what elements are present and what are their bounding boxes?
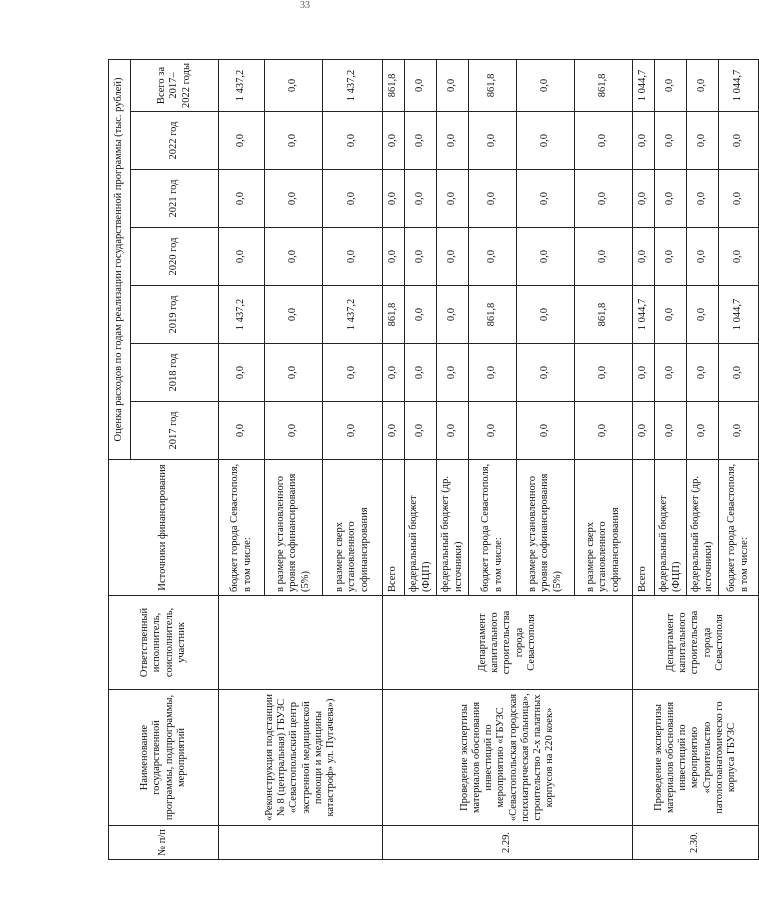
total-cell: 861,8 bbox=[469, 59, 517, 111]
year-value-cell: 0,0 bbox=[719, 344, 759, 402]
year-value-cell: 0,0 bbox=[687, 228, 719, 286]
year-value-cell: 0,0 bbox=[437, 228, 469, 286]
total-cell: 0,0 bbox=[265, 59, 323, 111]
funding-source: федеральный бюджет (ФЦП) bbox=[405, 460, 437, 596]
year-value-cell: 0,0 bbox=[655, 170, 687, 228]
header-year-2021: 2021 год bbox=[131, 170, 219, 228]
row-number: 2.29. bbox=[383, 826, 633, 860]
year-value-cell: 0,0 bbox=[633, 402, 655, 460]
year-value-cell: 0,0 bbox=[655, 112, 687, 170]
year-value-cell: 0,0 bbox=[405, 112, 437, 170]
funding-source: бюджет города Севастополя, в том числе: bbox=[219, 460, 265, 596]
year-value-cell: 0,0 bbox=[405, 402, 437, 460]
year-value-cell: 0,0 bbox=[437, 112, 469, 170]
year-value-cell: 0,0 bbox=[265, 112, 323, 170]
funding-source: Всего bbox=[633, 460, 655, 596]
header-total: Всего за 2017–2022 годы bbox=[131, 59, 219, 111]
year-value-cell: 0,0 bbox=[405, 170, 437, 228]
year-value-cell: 0,0 bbox=[265, 402, 323, 460]
funding-source: Всего bbox=[383, 460, 405, 596]
year-value-cell: 0,0 bbox=[517, 402, 575, 460]
year-value-cell: 0,0 bbox=[575, 344, 633, 402]
funding-source: в размере сверх установленного софинансирования bbox=[323, 460, 383, 596]
header-year-2019: 2019 год bbox=[131, 286, 219, 344]
year-value-cell: 0,0 bbox=[323, 228, 383, 286]
funding-source: бюджет города Севастополя, в том числе: bbox=[469, 460, 517, 596]
header-estimate: Оценка расходов по годам реализации государственной программы (тыс. рублей) bbox=[109, 59, 131, 459]
total-cell: 0,0 bbox=[405, 59, 437, 111]
year-value-cell: 0,0 bbox=[517, 112, 575, 170]
budget-table bbox=[108, 59, 759, 860]
funding-source: в размере сверх установленного софинансирования bbox=[575, 460, 633, 596]
year-value-cell: 0,0 bbox=[687, 170, 719, 228]
responsible-executor: Департамент капитального строительства города Севастополя bbox=[633, 596, 759, 690]
year-value-cell: 0,0 bbox=[517, 344, 575, 402]
total-cell: 0,0 bbox=[687, 59, 719, 111]
table-body bbox=[219, 59, 759, 859]
year-value-cell: 0,0 bbox=[719, 402, 759, 460]
year-value-cell: 0,0 bbox=[517, 228, 575, 286]
measure-name: Проведение экспертизы материалов обоснования инвестиций по мероприятию «Строительство патологоанатомическо го корпуса ГБУЗС bbox=[633, 690, 759, 826]
table-row bbox=[383, 59, 405, 859]
year-value-cell: 0,0 bbox=[383, 402, 405, 460]
header-sources: Источники финансирования bbox=[109, 460, 219, 596]
year-value-cell: 0,0 bbox=[219, 170, 265, 228]
year-value-cell: 0,0 bbox=[687, 286, 719, 344]
rotated-table-container bbox=[108, 60, 750, 860]
total-cell: 1 044,7 bbox=[633, 59, 655, 111]
year-value-cell: 0,0 bbox=[719, 228, 759, 286]
responsible-executor: Департамент капитального строительства города Севастополя bbox=[383, 596, 633, 690]
year-value-cell: 0,0 bbox=[405, 286, 437, 344]
year-value-cell: 0,0 bbox=[383, 228, 405, 286]
year-value-cell: 0,0 bbox=[437, 344, 469, 402]
year-value-cell: 0,0 bbox=[655, 228, 687, 286]
year-value-cell: 0,0 bbox=[265, 286, 323, 344]
year-value-cell: 1 437,2 bbox=[219, 286, 265, 344]
funding-source: федеральный бюджет (др. источники) bbox=[437, 460, 469, 596]
year-value-cell: 861,8 bbox=[469, 286, 517, 344]
year-value-cell: 0,0 bbox=[633, 344, 655, 402]
measure-name: Проведение экспертизы материалов обоснования инвестиций по мероприятию «ГБУЗС «Севастопольская городская психиатрическая больница», строительство 2-х палатных корпусов на 220 коек» bbox=[383, 690, 633, 826]
year-value-cell: 0,0 bbox=[323, 112, 383, 170]
total-cell: 0,0 bbox=[517, 59, 575, 111]
year-value-cell: 0,0 bbox=[469, 112, 517, 170]
year-value-cell: 0,0 bbox=[219, 112, 265, 170]
header-responsible: Ответственный исполнитель, соисполнитель, участник bbox=[109, 596, 219, 690]
year-value-cell: 0,0 bbox=[469, 170, 517, 228]
year-value-cell: 0,0 bbox=[655, 344, 687, 402]
header-year-2022: 2022 год bbox=[131, 112, 219, 170]
year-value-cell: 0,0 bbox=[219, 402, 265, 460]
total-cell: 1 437,2 bbox=[219, 59, 265, 111]
year-value-cell: 0,0 bbox=[719, 170, 759, 228]
year-value-cell: 0,0 bbox=[219, 228, 265, 286]
year-value-cell: 0,0 bbox=[687, 402, 719, 460]
total-cell: 861,8 bbox=[575, 59, 633, 111]
responsible-executor bbox=[219, 596, 383, 690]
year-value-cell: 0,0 bbox=[323, 170, 383, 228]
funding-source: федеральный бюджет (ФЦП) bbox=[655, 460, 687, 596]
year-value-cell: 0,0 bbox=[633, 228, 655, 286]
year-value-cell: 0,0 bbox=[687, 112, 719, 170]
header-name: Наименование государственной программы, подпрограммы, мероприятий bbox=[109, 690, 219, 826]
year-value-cell: 0,0 bbox=[517, 286, 575, 344]
total-cell: 0,0 bbox=[655, 59, 687, 111]
total-cell: 1 437,2 bbox=[323, 59, 383, 111]
funding-source: федеральный бюджет (др. источники) bbox=[687, 460, 719, 596]
funding-source: в размере установленного уровня софинансирования (5%) bbox=[265, 460, 323, 596]
year-value-cell: 861,8 bbox=[575, 286, 633, 344]
row-number bbox=[219, 826, 383, 860]
year-value-cell: 0,0 bbox=[383, 112, 405, 170]
year-value-cell: 0,0 bbox=[575, 228, 633, 286]
year-value-cell: 0,0 bbox=[655, 286, 687, 344]
header-year-2017: 2017 год bbox=[131, 402, 219, 460]
header-year-2020: 2020 год bbox=[131, 228, 219, 286]
year-value-cell: 0,0 bbox=[469, 402, 517, 460]
year-value-cell: 0,0 bbox=[405, 344, 437, 402]
year-value-cell: 861,8 bbox=[383, 286, 405, 344]
total-cell: 861,8 bbox=[383, 59, 405, 111]
year-value-cell: 0,0 bbox=[383, 170, 405, 228]
year-value-cell: 1 044,7 bbox=[633, 286, 655, 344]
header-year-2018: 2018 год bbox=[131, 344, 219, 402]
year-value-cell: 0,0 bbox=[265, 344, 323, 402]
year-value-cell: 0,0 bbox=[687, 344, 719, 402]
year-value-cell: 0,0 bbox=[437, 402, 469, 460]
funding-source: бюджет города Севастополя, в том числе: bbox=[719, 460, 759, 596]
page-number: 33 bbox=[300, 0, 310, 11]
year-value-cell: 0,0 bbox=[719, 112, 759, 170]
row-number: 2.30. bbox=[633, 826, 759, 860]
year-value-cell: 0,0 bbox=[575, 112, 633, 170]
year-value-cell: 0,0 bbox=[265, 228, 323, 286]
year-value-cell: 0,0 bbox=[265, 170, 323, 228]
year-value-cell: 0,0 bbox=[575, 170, 633, 228]
table-row bbox=[219, 59, 265, 859]
year-value-cell: 0,0 bbox=[405, 228, 437, 286]
year-value-cell: 0,0 bbox=[469, 344, 517, 402]
year-value-cell: 0,0 bbox=[575, 402, 633, 460]
year-value-cell: 0,0 bbox=[517, 170, 575, 228]
year-value-cell: 0,0 bbox=[655, 402, 687, 460]
year-value-cell: 0,0 bbox=[219, 344, 265, 402]
table-row bbox=[633, 59, 655, 859]
year-value-cell: 1 437,2 bbox=[323, 286, 383, 344]
funding-source: в размере установленного уровня софинансирования (5%) bbox=[517, 460, 575, 596]
year-value-cell: 0,0 bbox=[633, 170, 655, 228]
year-value-cell: 0,0 bbox=[323, 402, 383, 460]
total-cell: 0,0 bbox=[437, 59, 469, 111]
year-value-cell: 0,0 bbox=[383, 344, 405, 402]
year-value-cell: 0,0 bbox=[469, 228, 517, 286]
year-value-cell: 0,0 bbox=[437, 170, 469, 228]
header-num: № п/п bbox=[109, 826, 219, 860]
year-value-cell: 0,0 bbox=[437, 286, 469, 344]
total-cell: 1 044,7 bbox=[719, 59, 759, 111]
year-value-cell: 0,0 bbox=[323, 344, 383, 402]
year-value-cell: 0,0 bbox=[633, 112, 655, 170]
measure-name: «Реконструкция подстанции № 8 (центральная) ГБУЗС «Севастопольский центр экстренной медицинской помощи и медицины катастроф» ул. Пугачева») bbox=[219, 690, 383, 826]
year-value-cell: 1 044,7 bbox=[719, 286, 759, 344]
